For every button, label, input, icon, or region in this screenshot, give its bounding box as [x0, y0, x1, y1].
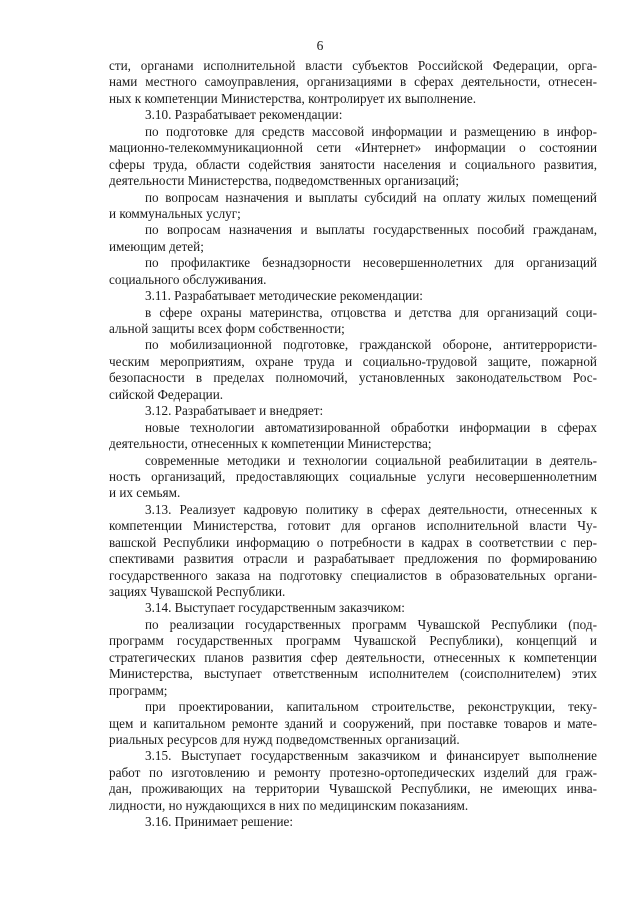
text-line: сферы труда, области содействия занятости населения и социального развития,: [109, 156, 597, 172]
text-line: социального обслуживания.: [109, 271, 267, 287]
text-line: стратегических планов развития сфер деятельности, отнесенных к компетенции: [109, 649, 597, 665]
text-line: 3.15. Выступает государственным заказчиком и финансирует выполнение: [145, 748, 597, 764]
text-line: компетенции Министерства, готовит для органов исполнительной власти Чу-: [109, 518, 597, 534]
text-line: и их семьям.: [109, 485, 181, 501]
text-line: спективами развития отрасли и разрабатывает предложения по формированию: [109, 551, 597, 567]
text-line: государственного заказа на подготовку специалистов в образовательных органи-: [109, 567, 597, 583]
text-line: деятельности Министерства, подведомственных организаций;: [109, 173, 460, 189]
text-line: имеющим детей;: [109, 238, 204, 254]
text-line: работ по изготовлению и ремонту протезно-ортопедических изделий для граж-: [109, 764, 597, 780]
text-line: риальных ресурсов для нужд подведомственных организаций.: [109, 731, 460, 747]
text-line: программ государственных программ Чувашской Республики), концепций и: [109, 633, 597, 649]
text-line: Министерства, выступает ответственным исполнителем (соисполнителем) этих: [109, 666, 597, 682]
text-line: сийской Федерации.: [109, 386, 224, 402]
text-line: по мобилизационной подготовке, гражданской обороне, антитеррористи-: [145, 337, 597, 353]
text-line: по подготовке для средств массовой информации и размещению в инфор-: [145, 123, 597, 139]
text-line: дан, проживающих на территории Чувашской Республики, не имеющих инва-: [109, 781, 597, 797]
text-line: программ;: [109, 682, 168, 698]
text-line: мационно-телекоммуникационной сети «Интернет» информации о состоянии: [109, 140, 597, 156]
text-line: 3.16. Принимает решение:: [145, 814, 294, 830]
text-line: зациях Чувашской Республики.: [109, 584, 286, 599]
text-line: нами местного самоуправления, организациями в сферах деятельности, отнесен-: [109, 74, 597, 90]
text-line: ных к компетенции Министерства, контролирует их выполнение.: [109, 90, 477, 106]
text-line: при проектировании, капитальном строительстве, реконструкции, теку-: [145, 699, 597, 715]
text-line: альной защиты всех форм собственности;: [109, 321, 345, 336]
text-line: по вопросам назначения и выплаты государственных пособий гражданам,: [145, 222, 597, 238]
text-line: лидности, но нуждающихся в них по медицинским показаниям.: [109, 797, 469, 813]
text-line: и коммунальных услуг;: [109, 205, 241, 221]
document-body: [109, 58, 597, 831]
text-line: 3.12. Разрабатывает и внедряет:: [145, 403, 324, 419]
page-number: 6: [316, 38, 324, 53]
text-line: по реализации государственных программ Чувашской Республики (под-: [145, 616, 597, 632]
text-line: безопасности в пределах полномочий, установленных законодательством Рос-: [109, 370, 597, 386]
text-line: современные методики и технологии социальной реабилитации в деятель-: [145, 452, 597, 468]
text-line: 3.11. Разрабатывает методические рекомендации:: [145, 288, 423, 304]
text-line: ность организаций, предоставляющих социальные услуги несовершеннолетним: [109, 468, 597, 484]
text-line: 3.14. Выступает государственным заказчиком:: [145, 600, 405, 616]
text-line: вашской Республики информацию о потребности в кадрах в соответствии с пер-: [109, 534, 597, 550]
text-line: по профилактике безнадзорности несовершеннолетних для организаций: [145, 255, 597, 271]
text-line: в сфере охраны материнства, отцовства и детства для организаций соци-: [145, 304, 597, 320]
text-line: по вопросам назначения и выплаты субсидий на оплату жилых помещений: [145, 189, 597, 205]
text-line: новые технологии автоматизированной обработки информации в сферах: [145, 419, 597, 435]
text-line: ческим мероприятиям, охране труда и социально-трудовой защите, пожарной: [109, 353, 597, 369]
text-line: 3.10. Разрабатывает рекомендации:: [145, 107, 343, 123]
text-line: сти, органами исполнительной власти субъектов Российской Федерации, орга-: [109, 58, 597, 73]
text-line: щем и капитальном ремонте зданий и сооружений, при поставке товаров и мате-: [109, 715, 597, 731]
text-line: деятельности, отнесенных к компетенции Министерства;: [109, 436, 432, 452]
text-line: 3.13. Реализует кадровую политику в сферах деятельности, отнесенных к: [145, 501, 597, 517]
